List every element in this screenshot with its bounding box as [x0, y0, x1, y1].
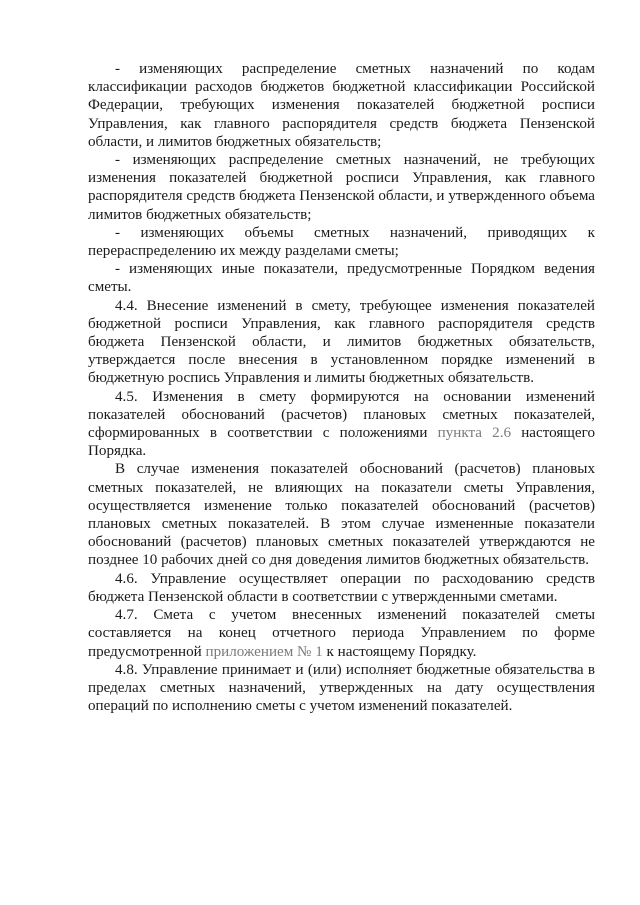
paragraph-text: В случае изменения показателей обоснований (расчетов) плановых сметных показателей, не влияющих на показатели сметы Управления, осуществляется изменение только показателей обоснований (расчетов) плановых сметных показателей. В этом случае измененные показатели обоснований (расчетов) плановых сметных показателей утверждаются не позднее 10 рабочих дней со дня доведения лимитов бюджетных обязательств. — [88, 461, 595, 569]
list-item-3 — [88, 224, 595, 260]
document-page — [88, 60, 595, 715]
paragraph-text: - изменяющих распределение сметных назначений, не требующих изменения показателей бюджетной росписи Управления, как главного распорядителя средств бюджета Пензенской области, и утвержденного объема лимитов бюджетных обязательств; — [88, 152, 595, 223]
cross-reference-link[interactable]: пункта 2.6 — [437, 425, 512, 442]
list-item-4 — [88, 260, 595, 296]
paragraph-text: 4.8. Управление принимает и (или) исполняет бюджетные обязательства в пределах сметных назначений, утвержденных на дату осуществления операций по исполнению сметы с учетом изменений показателей. — [88, 661, 595, 715]
paragraph-text: 4.7. Смета с учетом внесенных изменений показателей сметы составляется на конец отчетного периода Управлением по форме предусмотренной — [88, 607, 595, 660]
paragraph-text: настоящего Порядка. — [88, 425, 595, 460]
paragraph-text: к настоящему Порядку. — [322, 643, 477, 660]
paragraph-text: 4.5. Изменения в смету формируются на основании изменений показателей обоснований (расчетов) плановых сметных показателей, сформированных в соответствии с положениями — [88, 388, 595, 442]
clause-4-5-note — [88, 460, 595, 569]
clause-4-5 — [88, 388, 595, 461]
paragraph-text: 4.6. Управление осуществляет операции по расходованию средств бюджета Пензенской области в соответствии с утвержденными сметами. — [88, 570, 595, 605]
clause-4-6 — [88, 570, 595, 606]
paragraph-text: 4.4. Внесение изменений в смету, требующее изменения показателей бюджетной росписи Управления, как главного распорядителя средств бюджета Пензенской области, и лимитов бюджетных обязательств, утверждается после внесения в установленном порядке изменений в бюджетную роспись Управления и лимиты бюджетных обязательств. — [88, 297, 595, 387]
clause-4-4 — [88, 297, 595, 388]
list-item-1 — [88, 60, 595, 151]
paragraph-text: - изменяющих иные показатели, предусмотренные Порядком ведения сметы. — [88, 261, 595, 296]
paragraph-text: - изменяющих распределение сметных назначений по кодам классификации расходов бюджетов бюджетной классификации Российской Федерации, требующих изменения показателей бюджетной росписи Управления, как главного распорядителя средств бюджета Пензенской области, и лимитов бюджетных обязательств; — [88, 61, 595, 150]
clause-4-8 — [88, 661, 595, 716]
cross-reference-link[interactable]: приложением № 1 — [205, 643, 323, 660]
paragraph-text: - изменяющих объемы сметных назначений, приводящих к перераспределению их между разделами сметы; — [88, 224, 595, 260]
list-item-2 — [88, 151, 595, 224]
clause-4-7 — [88, 606, 595, 661]
